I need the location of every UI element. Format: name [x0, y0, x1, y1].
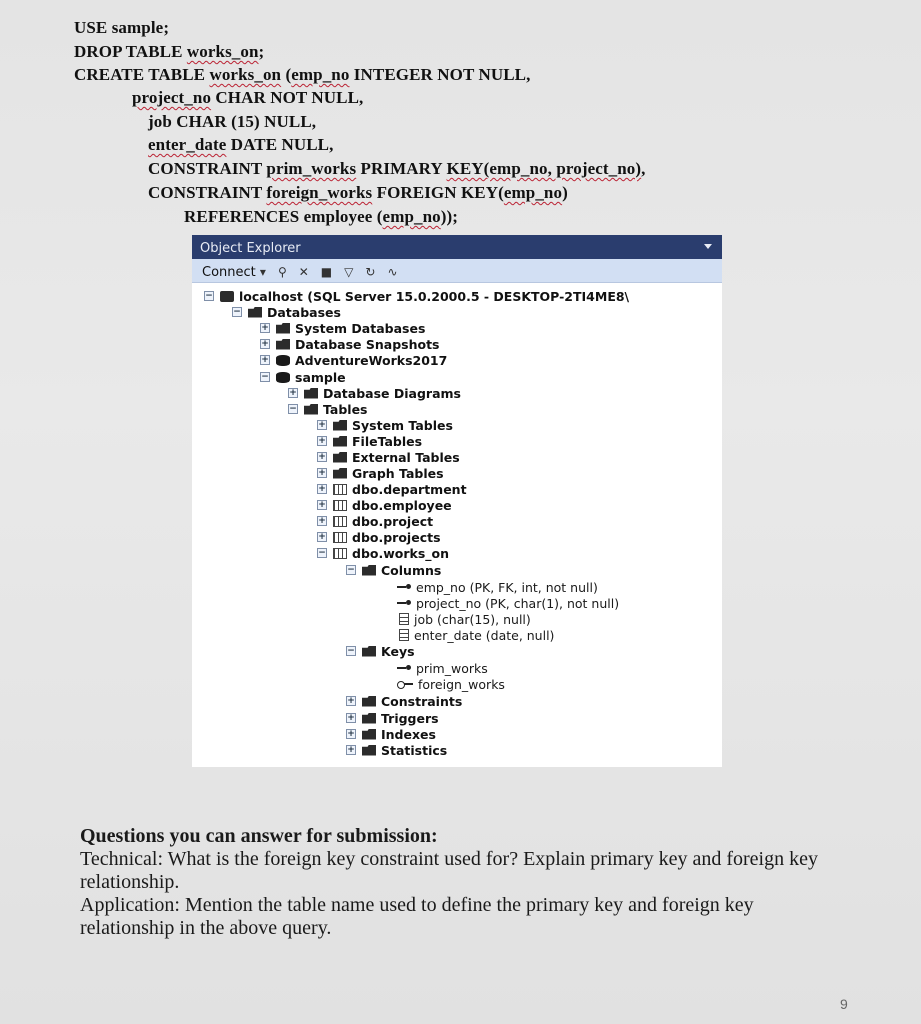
collapse-icon[interactable]: − [347, 565, 355, 575]
questions-section [80, 825, 840, 940]
expand-icon[interactable]: + [318, 436, 326, 446]
expand-icon[interactable]: + [261, 323, 269, 333]
tree-node-database-snapshots[interactable]: + Database Snapshots [261, 336, 440, 352]
tree-node-col-emp-no[interactable]: emp_no (PK, FK, int, not null) [397, 579, 598, 595]
folder-icon [362, 696, 376, 707]
column-icon [399, 629, 409, 641]
question-application: Application: Mention the table name used to define the primary key and foreign key relationship in the above query. [80, 894, 754, 939]
tree-node-system-tables[interactable]: + System Tables [318, 417, 453, 433]
tree-node-server[interactable]: − localhost (SQL Server 15.0.2000.5 - DESKTOP-2TI4ME8\ [205, 288, 630, 304]
table-icon [333, 516, 347, 527]
folder-icon [362, 646, 376, 657]
tree-node-indexes[interactable]: + Indexes [347, 726, 436, 742]
tree-node-key-foreign-works[interactable]: foreign_works [397, 676, 505, 692]
tree-node-triggers[interactable]: + Triggers [347, 710, 439, 726]
foreign-key-icon [397, 680, 413, 688]
object-explorer-panel [192, 235, 722, 767]
tree-node-dbo-works-on[interactable]: − dbo.works_on [318, 545, 450, 561]
page-number: 9 [840, 996, 848, 1012]
table-icon [333, 500, 347, 511]
sql-line-drop: DROP TABLE works_on; [74, 42, 265, 61]
folder-icon [362, 713, 376, 724]
tree-node-adventureworks[interactable]: + AdventureWorks2017 [261, 352, 448, 368]
expand-icon[interactable]: + [347, 713, 355, 723]
sql-line-enter-date: enter_date DATE NULL, [148, 135, 334, 154]
sql-line-job: job CHAR (15) NULL, [148, 112, 317, 131]
question-technical: Technical: What is the foreign key constraint used for? Explain primary key and foreign key relationship. [80, 848, 818, 893]
connect-object-icon[interactable]: ⚲ [277, 265, 287, 279]
sql-line-use: USE sample; [74, 18, 170, 37]
disconnect-icon[interactable]: ✕ [298, 265, 309, 279]
column-icon [399, 613, 409, 625]
object-explorer-title: Object Explorer [200, 241, 301, 256]
folder-icon [248, 307, 262, 318]
collapse-icon[interactable]: − [289, 404, 297, 414]
tree-node-sample[interactable]: − sample [261, 369, 346, 385]
expand-icon[interactable]: + [318, 468, 326, 478]
panel-menu-chevron-icon[interactable] [704, 244, 712, 249]
folder-icon [362, 745, 376, 756]
stop-icon[interactable]: ■ [320, 265, 333, 279]
sql-line-foreign-key: CONSTRAINT foreign_works FOREIGN KEY(emp_no) [148, 183, 568, 202]
expand-icon[interactable]: + [318, 420, 326, 430]
folder-icon [304, 388, 318, 399]
tree-node-dbo-employee[interactable]: + dbo.employee [318, 497, 452, 513]
collapse-icon[interactable]: − [318, 548, 326, 558]
expand-icon[interactable]: + [347, 696, 355, 706]
primary-key-icon [397, 584, 411, 590]
tree-node-col-project-no[interactable]: project_no (PK, char(1), not null) [397, 595, 619, 611]
folder-icon [333, 420, 347, 431]
expand-icon[interactable]: + [347, 729, 355, 739]
expand-icon[interactable]: + [318, 516, 326, 526]
tree-node-filetables[interactable]: + FileTables [318, 433, 423, 449]
collapse-icon[interactable]: − [233, 307, 241, 317]
object-explorer-title-bar [192, 235, 722, 259]
folder-icon [304, 404, 318, 415]
database-icon [276, 355, 290, 366]
tree-node-dbo-project[interactable]: + dbo.project [318, 513, 434, 529]
sql-line-references: REFERENCES employee (emp_no)); [184, 207, 459, 226]
tree-node-col-enter-date[interactable]: enter_date (date, null) [399, 627, 554, 643]
tree-node-database-diagrams[interactable]: + Database Diagrams [289, 385, 461, 401]
folder-icon [362, 565, 376, 576]
connect-button[interactable]: Connect ▾ [202, 264, 266, 280]
folder-icon [276, 323, 290, 334]
tree-node-constraints[interactable]: + Constraints [347, 693, 463, 709]
expand-icon[interactable]: + [261, 355, 269, 365]
collapse-icon[interactable]: − [261, 372, 269, 382]
collapse-icon[interactable]: − [205, 291, 213, 301]
server-icon [220, 291, 234, 302]
primary-key-icon [397, 665, 411, 671]
folder-icon [362, 729, 376, 740]
expand-icon[interactable]: + [289, 388, 297, 398]
folder-icon [333, 468, 347, 479]
tree-node-dbo-department[interactable]: + dbo.department [318, 481, 467, 497]
tree-node-keys[interactable]: − Keys [347, 643, 415, 659]
folder-icon [276, 339, 290, 350]
filter-icon[interactable]: ▽ [344, 265, 354, 279]
connect-dropdown-icon: ▾ [259, 264, 266, 279]
sql-line-project-no: project_no CHAR NOT NULL, [132, 88, 364, 107]
tree-node-col-job[interactable]: job (char(15), null) [399, 611, 531, 627]
sql-line-create: CREATE TABLE works_on (emp_no INTEGER NOT NULL, [74, 65, 531, 84]
expand-icon[interactable]: + [347, 745, 355, 755]
expand-icon[interactable]: + [318, 452, 326, 462]
table-icon [333, 484, 347, 495]
tree-node-graph-tables[interactable]: + Graph Tables [318, 465, 444, 481]
tree-node-key-prim-works[interactable]: prim_works [397, 660, 488, 676]
refresh-icon[interactable]: ↻ [365, 265, 376, 279]
questions-heading: Questions you can answer for submission: [80, 825, 438, 847]
collapse-icon[interactable]: − [347, 646, 355, 656]
folder-icon [333, 452, 347, 463]
folder-icon [333, 436, 347, 447]
object-explorer-toolbar [192, 259, 722, 283]
table-icon [333, 532, 347, 543]
expand-icon[interactable]: + [318, 500, 326, 510]
tree-node-external-tables[interactable]: + External Tables [318, 449, 460, 465]
sql-line-primary-key: CONSTRAINT prim_works PRIMARY KEY(emp_no, project_no), [148, 159, 646, 178]
tree-node-statistics[interactable]: + Statistics [347, 742, 448, 758]
activity-monitor-icon[interactable]: ∿ [387, 265, 398, 279]
expand-icon[interactable]: + [318, 532, 326, 542]
expand-icon[interactable]: + [261, 339, 269, 349]
table-icon [333, 548, 347, 559]
primary-key-icon [397, 600, 411, 606]
tree-node-columns[interactable]: − Columns [347, 562, 442, 578]
database-icon [276, 372, 290, 383]
tree-node-system-databases[interactable]: + System Databases [261, 320, 426, 336]
tree-node-tables[interactable]: − Tables [289, 401, 368, 417]
tree-node-databases[interactable]: − Databases [233, 304, 341, 320]
expand-icon[interactable]: + [318, 484, 326, 494]
tree-node-dbo-projects[interactable]: + dbo.projects [318, 529, 441, 545]
